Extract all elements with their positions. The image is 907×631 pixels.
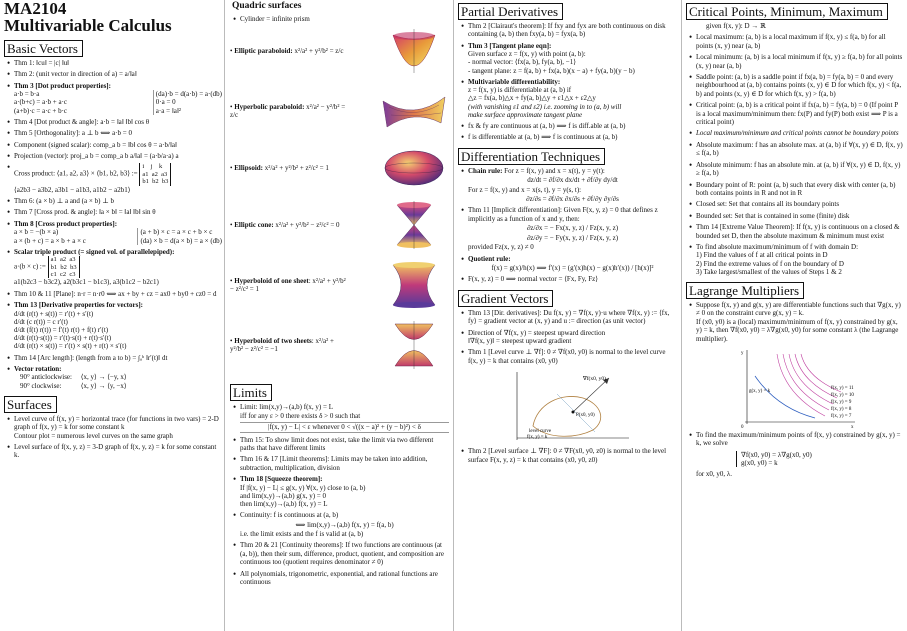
closed-text: Closed set: Set that contains all its boundary points	[696, 200, 840, 209]
normal-vector	[468, 275, 677, 283]
normal-vector-text: F(x, y, z) = 0 ⟹ normal vector = ⟨Fx, Fy, Fz⟩	[468, 275, 598, 284]
lagrange-system	[736, 451, 904, 467]
level-surface-text: Level surface of f(x, y, z) = 3-D graph of f(x, y, z) = k for some constant k.	[14, 443, 217, 460]
contour-label: f(x, y) = 9	[831, 399, 852, 405]
closed-set	[696, 200, 904, 208]
tangent-line: - normal vector: ⟨fx(a, b), fy(a, b), −1⟩	[468, 58, 576, 67]
column-4	[683, 0, 907, 631]
quadric-text: • Elliptic paraboloid: x²/a² + y²/b² = z/c	[230, 47, 344, 56]
thm8-line: a × b = −(b × a)	[14, 228, 59, 237]
chain-case-2: For z = f(x, y) and x = x(s, t), y = y(s, t):	[468, 185, 582, 194]
implicit-eq-1: ∂z/∂x = − Fx(x, y, z) / Fz(x, y, z)	[526, 224, 619, 233]
quadric-hyperbolic-paraboloid	[230, 87, 449, 135]
column-divider	[224, 0, 225, 631]
differentiability	[468, 78, 677, 119]
level-surface	[14, 443, 222, 460]
local-note-text: Local maximum/minimum and critical points cannot be boundary points	[696, 129, 899, 138]
local-max	[696, 33, 904, 50]
elliptic-cone-plot	[379, 201, 449, 249]
cont-line: fx & fy are continuous at (a, b) ⟹ f is diff.able at (a, b)	[468, 122, 626, 131]
gradient-label: ∇f(x0, y0)	[582, 376, 606, 383]
tangent-label: Thm 3 [Tangent plane eqn]:	[468, 41, 552, 50]
y-axis-label: y	[741, 350, 744, 356]
hyperbolic-paraboloid-plot	[379, 87, 449, 135]
quadric-text: • Ellipsoid: x²/a² + y²/b² + z²/c² = 1	[230, 164, 329, 173]
level-curve-grad-text: Thm 1 [Level curve ⊥ ∇f]: 0 ≠ ∇f(x0, y0) is normal to the level curve f(x, y) = k that contains (x0, y0)	[468, 348, 666, 365]
thm3-line: a·a = ‖a‖²	[155, 106, 181, 115]
critical-point	[696, 101, 904, 126]
cylinder-text: Cylinder = infinite prism	[240, 15, 310, 23]
thm3-line: (a+b)·c = a·c + b·c	[14, 106, 68, 115]
level-curve-label: level curve	[528, 429, 551, 435]
hyperboloid-one-sheet-plot	[379, 261, 449, 309]
lagrange-solve	[696, 431, 904, 479]
chain-label: Chain rule:	[468, 166, 503, 175]
bounded-set	[696, 212, 904, 220]
thm2-text: Thm 2: (unit vector in direction of a) = a/‖a‖	[14, 70, 137, 79]
find-abs	[696, 243, 904, 276]
dir-derivatives	[468, 309, 677, 326]
thm18-line: then lim(x,y)→(a,b) f(x, y) = L	[240, 500, 328, 509]
quadric-hyperboloid-two	[230, 321, 449, 369]
gradient-list-2	[458, 447, 677, 464]
level-curve-gradient-figure	[503, 368, 633, 444]
abs-max	[696, 141, 904, 158]
contour-label: f(x, y) = 8	[831, 406, 852, 412]
continuity-note: i.e. the limit exists and the f is valid at (a, b)	[240, 530, 364, 539]
level-curve	[14, 415, 222, 440]
section-lagrange: Lagrange Multipliers	[686, 282, 804, 299]
lagrange-solve-text: To find the maximum/minimum points of f(x, y) constrained by g(x, y) = k, we solve	[696, 430, 901, 448]
lagrange-figure	[725, 346, 865, 428]
partial-list	[458, 22, 677, 142]
thm10	[14, 290, 222, 298]
constraint-curve	[755, 376, 815, 418]
thm13	[14, 301, 222, 350]
continuity-text: Continuity: f is continuous at (a, b)	[240, 511, 339, 520]
vector-rotation	[14, 365, 222, 390]
lagrange-statement	[696, 301, 904, 343]
projection-text: Projection (vector): proj_a b = comp_a b a/‖a‖ = (a·b/a·a) a	[14, 152, 179, 161]
limit-def-text: Limit: lim(x,y)→(a,b) f(x, y) = L	[240, 403, 333, 412]
section-limits: Limits	[230, 384, 272, 401]
thm8-body	[14, 228, 222, 244]
triple-result: a1(b2c3 − b3c2), a2(b3c1 − b1c3), a3(b1c2 − b2c1)	[14, 278, 159, 287]
thm13-line: d/dt (c r(t)) = c r′(t)	[14, 317, 68, 326]
quadric-name: Hyperboloid of one sheet	[234, 277, 309, 285]
section-gradient-vectors: Gradient Vectors	[458, 290, 553, 307]
thm10-text: Thm 10 & 11 [Plane]: n·r = n·r0 ⟺ ax + by + cz = ax0 + by0 + cz0 = d	[14, 289, 217, 298]
cont-implication-2	[468, 133, 677, 141]
thm18-line: If |f(x, y) − L| ≤ g(x, y) ∀(x, y) close to (a, b)	[240, 483, 366, 492]
quotient-label: Quotient rule:	[468, 254, 511, 263]
quadric-text: • Elliptic cone: x²/a² + y²/b² − z²/c² = 0	[230, 221, 340, 230]
thm13-line: d/dt (r(t) + s(t)) = r′(t) + s′(t)	[14, 309, 94, 318]
diff-line: (with vanishing ε1 and ε2) i.e. zooming in to (a, b) will	[468, 102, 622, 111]
find-step: 2) Find the extreme values of f on the boundary of D	[696, 259, 844, 268]
find-step: 3) Take largest/smallest of the values of Steps 1 & 2	[696, 267, 842, 276]
origin-label: 0	[741, 424, 744, 428]
thm13-label: Thm 13 [Derivative properties for vectors]:	[14, 301, 144, 310]
triple-label: Scalar triple product (= signed vol. of parallelepiped):	[14, 247, 175, 256]
thm6	[14, 197, 222, 205]
quadric-text: • Hyperbolic paraboloid: x²/a² − y²/b² = z/c	[230, 103, 346, 120]
component	[14, 141, 222, 149]
limits-list	[230, 403, 449, 586]
steepest-grad-text: ‖∇f(x, y)‖ = steepest upward gradient	[468, 336, 572, 345]
gradient-arrow	[573, 378, 609, 412]
local-min-text: Local minimum: (a, b) is a local minimum if f(x, y) ≥ f(a, b) for all points (x, y) near (a, b)	[696, 53, 903, 70]
quadric-name: Hyperbolic paraboloid:	[234, 103, 305, 111]
lagrange-text-2: If (x0, y0) is a (local) maximum/minimum of f(x, y) constrained by g(x, y) = k, then ∇f(x0, y0) = λ∇g(x0, y0) for some constant λ (the Lagrange multiplier).	[696, 317, 899, 343]
section-basic-vectors: Basic Vectors	[4, 40, 83, 57]
tangent-plane	[468, 42, 677, 75]
quadric-title: Quadric surfaces	[232, 1, 302, 11]
thm3-line: a·b = b·a	[14, 90, 40, 99]
continuity-eq: ⟺ lim(x,y)→(a,b) f(x, y) = f(a, b)	[295, 520, 394, 529]
thm8-left	[14, 228, 86, 244]
quadric-elliptic-cone	[230, 201, 449, 249]
thm3-line: a·(b+c) = a·b + a·c	[14, 98, 68, 107]
thm16-text: Thm 16 & 17 [Limit theorems]: Limits may be taken into addition, subtraction, multiplication, division	[240, 455, 428, 472]
thm20	[240, 541, 449, 566]
diff-line: z = f(x, y) is differentiable at (a, b) if	[468, 86, 572, 95]
triple-matrix: a1 a2 a3 b1 b2 b3 c1 c2 c3	[48, 256, 80, 278]
thm13-line: d/dt (r(t) × s(t)) = r′(t) × s(t) + r(t) × s′(t)	[14, 342, 127, 351]
thm3	[14, 82, 222, 115]
thm6-text: Thm 6: (a × b) ⊥ a and (a × b) ⊥ b	[14, 197, 114, 206]
quadric-name: Elliptic cone:	[234, 221, 274, 230]
thm8-line: (da) × b = d(a × b) = a × (db)	[140, 236, 222, 245]
quadric-ellipsoid	[230, 147, 449, 189]
thm13-line: d/dt (r(t)·s(t)) = r′(t)·s(t) + r(t)·s′(t)	[14, 334, 112, 343]
thm4	[14, 118, 222, 126]
chain-rule	[468, 167, 677, 204]
thm8-line: a × (b + c) = a × b + a × c	[14, 236, 86, 245]
tangent-line: - tangent plane: z = f(a, b) + fx(a, b)(x − a) + fy(a, b)(y − b)	[468, 66, 635, 75]
steepest-dir-text: Direction of ∇f(x, y) = steepest upward direction	[468, 328, 606, 337]
contour-label: f(x, y) = 11	[831, 385, 854, 391]
hyperboloid-two-sheets-plot	[379, 321, 449, 369]
column-2	[226, 0, 452, 631]
thm8	[14, 220, 222, 245]
thm15	[240, 436, 449, 453]
section-surfaces: Surfaces	[4, 396, 57, 413]
x-axis-label: x	[851, 424, 854, 428]
thm4-text: Thm 4 [Dot product & angle]: a·b = ‖a‖ ‖b‖ cos θ	[14, 117, 150, 126]
basic-vectors-list	[4, 59, 222, 390]
lagrange-vars: for x0, y0, λ.	[696, 470, 733, 479]
point-label: P(x0, y0)	[575, 413, 595, 419]
thm3-line: (da)·b = d(a·b) = a·(db)	[155, 90, 222, 99]
quadric-list	[230, 15, 449, 23]
local-max-text: Local maximum: (a, b) is a local maximum if f(x, y) ≤ f(a, b) for all points (x, y) near (a, b)	[696, 33, 886, 50]
level-surface-grad-text: Thm 2 [Level surface ⊥ ∇F]: 0 ≠ ∇F(x0, y0, z0) is normal to the level surface F(x, y, z) = k that contains (x0, y0, z0)	[468, 447, 667, 464]
clairaut-text: Thm 2 [Clairaut's theorem]: If fxy and fyx are both continuous on disk containing (a, b) then fxy(a, b) = fyx(a, b)	[468, 22, 666, 39]
thm8-line: (a + b) × c = a × c + b × c	[140, 228, 213, 237]
cont-line: f is differentiable at (a, b) ⟹ f is continuous at (a, b)	[468, 133, 618, 142]
continuity	[240, 511, 449, 538]
quadric-name: Elliptic paraboloid:	[234, 47, 293, 56]
course-title: Multivariable Calculus	[4, 16, 172, 35]
lagrange-list	[686, 301, 904, 343]
point-p	[571, 411, 574, 414]
level-curve-text: Level curve of f(x, y) = horizontal trace (for functions in two vars) = 2-D graph of f(x, y) = k for some constant k	[14, 414, 219, 432]
thm18-label: Thm 18 [Squeeze theorem]:	[240, 475, 323, 484]
saddle-point	[696, 73, 904, 98]
ellipsoid-plot	[379, 147, 449, 189]
saddle-text: Saddle point: (a, b) is a saddle point if fx(a, b) = fy(a, b) = 0 and every neighbourhood at (a, b) contains points (x, y) ∈ D for which f(x, y) < f(a, b) and points (x, y) ∈ D for which f(x, y) > f(a, b)	[696, 73, 902, 98]
cross-product	[14, 163, 222, 194]
level-surface-gradient	[468, 447, 677, 464]
elliptic-paraboloid-plot	[379, 27, 449, 75]
critical-list	[686, 33, 904, 276]
lagrange-list-2	[686, 431, 904, 479]
limit-iff-text: iff for any ε > 0 there exists δ > 0 such that	[240, 411, 361, 420]
limit-condition: |f(x, y) − L| < ε whenever 0 < √((x − a)² + (y − b)²) < δ	[240, 422, 449, 432]
contour-label: f(x, y) = 10	[831, 392, 854, 398]
find-step: 1) Find the values of f at all critical points in D	[696, 251, 828, 260]
thm20-text: Thm 20 & 21 [Continuity theorems]: If two functions are continuous (at (a, b)), then their sum, difference, product, quotient, and composition are continuous too (quotient requires denominator ≠ 0)	[240, 541, 444, 567]
abs-max-text: Absolute maximum: f has an absolute max. at (a, b) if ∀(x, y) ∈ D, f(x, y) ≤ f(a, b)	[696, 140, 903, 158]
boundary-point	[696, 181, 904, 198]
chain-case-1: For z = f(x, y) and x = x(t), y = y(t):	[504, 166, 605, 175]
diff-line: △z = fx(a, b)△x + fy(a, b)△y + ε1△x + ε2△y	[468, 94, 596, 103]
system-line: ∇f(x0, y0) = λ∇g(x0, y0)	[741, 450, 812, 459]
thm8-label: Thm 8 [Cross product properties]:	[14, 219, 118, 228]
course-code: MA2104	[4, 0, 67, 18]
steepest-direction	[468, 329, 677, 346]
boundary-text: Boundary point of R: point (a, b) such that every disk with center (a, b) both contains points in R and not in R	[696, 180, 896, 197]
level-curve-gradient	[468, 348, 677, 365]
column-divider	[681, 0, 682, 631]
chain-eq-2: ∂z/∂s = ∂f/∂x ∂x/∂s + ∂f/∂y ∂y/∂s	[526, 195, 619, 204]
thm14-text: Thm 14 [Arc length]: (length from a to b) = ∫ₐᵇ ‖r′(t)‖ dt	[14, 353, 168, 362]
find-label: To find absolute maximum/minimum of f with domain D:	[696, 242, 859, 251]
thm1	[14, 59, 222, 67]
quadric-eq: x²/a² + y²/b² + z²/c² = 1	[264, 164, 329, 173]
thm3-label: Thm 3 [Dot product properties]:	[14, 81, 111, 90]
column-1	[0, 0, 224, 631]
surfaces-list	[4, 415, 222, 460]
thm15-text: Thm 15: To show limit does not exist, take the limit via two different paths that have different limits	[240, 435, 434, 453]
section-critical-points: Critical Points, Minimum, Maximum	[686, 3, 888, 20]
thm18-line: and lim(x,y)→(a,b) g(x, y) = 0	[240, 491, 326, 500]
thm5	[14, 129, 222, 137]
system-line: g(x0, y0) = k	[741, 459, 778, 467]
rotation-label: Vector rotation:	[14, 364, 62, 373]
critical-text: Critical point: (a, b) is a critical point if fx(a, b) = fy(a, b) = 0 (If point P is a local maximum/minimum then: fx(P) and fy(P) both exist ⟹ P is a critical point)	[696, 101, 898, 127]
diff-label: Multivariable differentiability:	[468, 77, 561, 86]
cont-implication-1	[468, 122, 677, 130]
quotient-eq: f(x) = g(x)/h(x) ⟹ f′(x) = (g′(x)h(x) − g(x)h′(x)) / [h(x)]²	[491, 263, 654, 272]
quadric-eq: : x²/a² + y²/b² − z²/c² = −1	[230, 337, 334, 354]
rotation-line: 90° clockwise: ⟨x, y⟩ → ⟨y, −x⟩	[20, 381, 127, 390]
component-text: Component (signed scalar): comp_a b = ‖b‖ cos θ = a·b/‖a‖	[14, 140, 177, 149]
dir-deriv-text: Thm 13 [Dir. derivatives]: Du f(x, y) = ∇f(x, y)·u where ∇f(x, y) := ⟨fx, fy⟩ = gradient vector at (x, y) and u := direction (as unit vector)	[468, 308, 670, 326]
limit-definition	[240, 403, 449, 432]
quadric-hyperboloid-one	[230, 261, 449, 309]
implicit-condition: provided Fz(x, y, z) ≠ 0	[468, 243, 534, 252]
triple-lhs: a·(b × c) :=	[14, 262, 46, 271]
thm3-left	[14, 90, 67, 115]
rotation-line: 90° anticlockwise: ⟨x, y⟩ → ⟨−y, x⟩	[20, 373, 127, 382]
clairaut	[468, 22, 677, 39]
implicit-eq-2: ∂z/∂y = − Fy(x, y, z) / Fz(x, y, z)	[526, 233, 619, 242]
thm13-line: d/dt (f(t) r(t)) = f′(t) r(t) + f(t) r′(t)	[14, 325, 109, 334]
implicit-text: Thm 11 [Implicit differentiation]: Given F(x, y, z) = 0 that defines z implicitly as a function of x and y, then:	[468, 206, 658, 223]
tangent-line: Given surface z = f(x, y) with point (a, b):	[468, 50, 586, 59]
bounded-text: Bounded set: Set that is contained in some (finite) disk	[696, 211, 850, 220]
quadric-eq: x²/a² − y²/b² = z/c	[230, 103, 346, 120]
constraint-label: g(x, y) = k	[749, 388, 771, 394]
cross-result: ⟨a2b3 − a3b2, a3b1 − a1b3, a1b2 − a2b1⟩	[14, 185, 131, 194]
local-note	[696, 129, 904, 137]
section-diff-techniques: Differentiation Techniques	[458, 148, 605, 165]
implicit-diff	[468, 206, 677, 251]
local-min	[696, 53, 904, 70]
quadric-text: • Hyperboloid of one sheet: x²/a² + y²/b² − z²/c² = 1	[230, 277, 346, 294]
abs-min	[696, 161, 904, 178]
contour-label: f(x, y) = 7	[831, 413, 852, 419]
polynomials-text: All polynomials, trigonometric, exponential, and rational functions are continuous	[240, 569, 438, 587]
thm1-text: Thm 1: ‖cu‖ = |c| ‖u‖	[14, 59, 70, 67]
thm7-text: Thm 7 [Cross prod. & angle]: ‖a × b‖ = ‖a‖ ‖b‖ sin θ	[14, 208, 156, 217]
chain-eq-1: dz/dt = ∂f/∂x dx/dt + ∂f/∂y dy/dt	[527, 176, 618, 185]
polynomials	[240, 570, 449, 587]
cross-label: Cross product: ⟨a1, a2, a3⟩ × ⟨b1, b2, b3⟩ :=	[14, 170, 138, 179]
quadric-name: Ellipsoid:	[234, 164, 263, 173]
projection	[14, 152, 222, 160]
thm8-right	[137, 228, 222, 244]
section-partial-derivatives: Partial Derivatives	[458, 3, 563, 20]
level-curve-eq: f(x, y) = k	[526, 435, 547, 441]
lagrange-text: Suppose f(x, y) and g(x, y) are differentiable functions such that ∇g(x, y) ≠ 0 on the constraint curve g(x, y) = k.	[696, 300, 901, 318]
quadric-name: Hyperboloid of two sheets	[234, 337, 312, 345]
quadric-elliptic-paraboloid	[230, 27, 449, 75]
column-3	[455, 0, 680, 631]
extreme-value-text: Thm 14 [Extreme Value Theorem]: If f(x, y) is continuous on a closed & bounded set D, then the absolute maximum & minimum must exist	[696, 223, 900, 240]
thm5-text: Thm 5 [Orthogonality]: a ⊥ b ⟺ a·b = 0	[14, 129, 132, 138]
thm14	[14, 354, 222, 362]
cross-matrix: i j k a1 a2 a3 b1 b2 b3	[139, 163, 171, 185]
thm7	[14, 208, 222, 216]
diff-techniques-list	[458, 167, 677, 284]
given-function: given f(x, y): D → ℝ	[706, 22, 766, 30]
contour-text: Contour plot = numerous level curves on the same graph	[14, 431, 173, 440]
quadric-text: • Hyperboloid of two sheets: x²/a² + y²/b² − z²/c² = −1	[230, 337, 334, 354]
thm3-line: 0·a = 0	[155, 98, 176, 107]
thm3-body	[14, 90, 222, 115]
diff-line: make surface approximate tangent plane	[468, 110, 583, 119]
thm16	[240, 455, 449, 472]
scalar-triple	[14, 248, 222, 287]
gradient-list	[458, 309, 677, 365]
thm18	[240, 475, 449, 508]
quotient-rule	[468, 255, 677, 273]
extreme-value-thm	[696, 223, 904, 240]
thm3-right	[153, 90, 222, 115]
quadric-eq: : x²/a² + y²/b² − z²/c² = 1	[230, 277, 346, 294]
thm2	[14, 70, 222, 78]
cylinder	[240, 15, 449, 23]
quadric-eq: x²/a² + y²/b² − z²/c² = 0	[275, 221, 340, 230]
column-divider	[453, 0, 454, 631]
quadric-eq: x²/a² + y²/b² = z/c	[294, 47, 344, 56]
abs-min-text: Absolute minimum: f has an absolute min. at (a, b) if ∀(x, y) ∈ D, f(x, y) ≥ f(a, b)	[696, 160, 901, 178]
